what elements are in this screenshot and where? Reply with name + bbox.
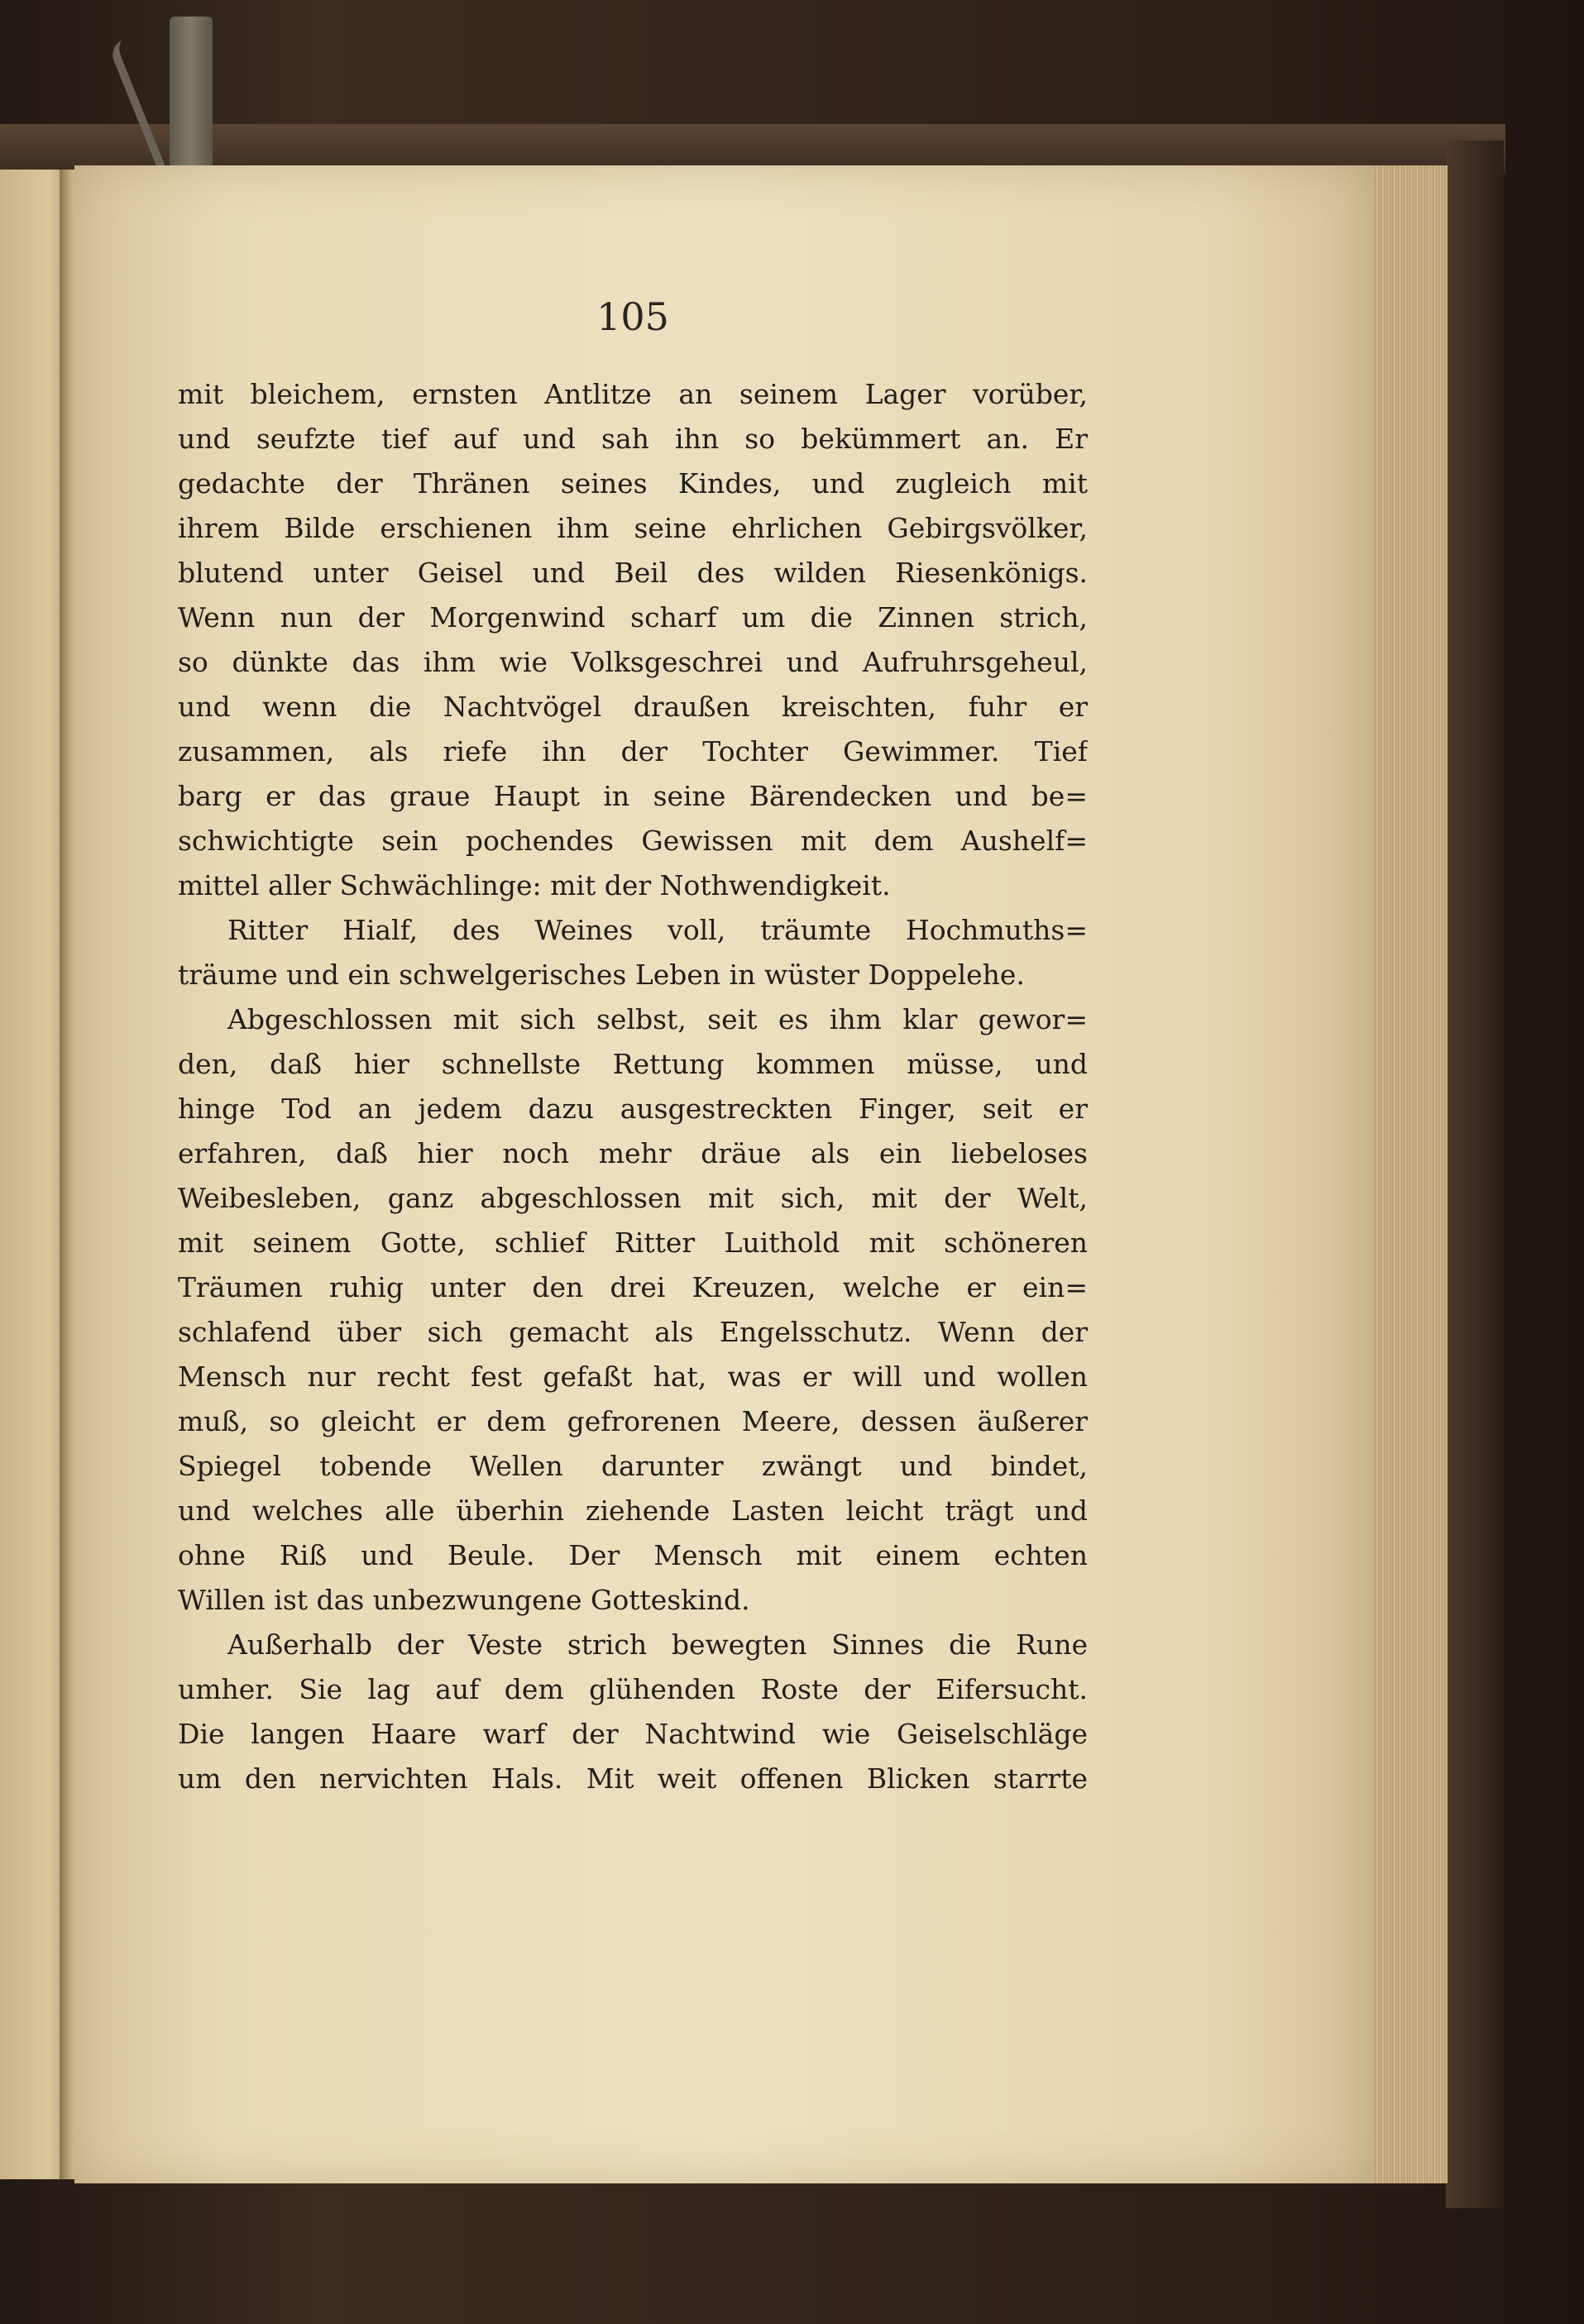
text-line: mit seinem Gotte, schlief Ritter Luithold mit schöneren [178, 1227, 1088, 1259]
text-line: ihrem Bilde erschienen ihm seine ehrlichen Gebirgsvölker, [178, 512, 1088, 544]
text-line: ohne Riß und Beule. Der Mensch mit einem echten [178, 1539, 1088, 1571]
page-body-text [178, 372, 1088, 1801]
text-line: hinge Tod an jedem dazu ausgestreckten Finger, seit er [178, 1093, 1088, 1125]
text-line: erfahren, daß hier noch mehr dräue als ein liebeloses [178, 1137, 1088, 1169]
text-line: Außerhalb der Veste strich bewegten Sinnes die Rune [227, 1628, 1088, 1661]
text-line: umher. Sie lag auf dem glühenden Roste der Eifersucht. [178, 1673, 1088, 1705]
text-line: Träumen ruhig unter den drei Kreuzen, welche er ein= [178, 1271, 1088, 1303]
book-spine [1446, 141, 1504, 2208]
text-line: so dünkte das ihm wie Volksgeschrei und Aufruhrsgeheul, [178, 646, 1088, 678]
text-line: Die langen Haare warf der Nachtwind wie Geiselschläge [178, 1718, 1088, 1750]
page-stack-edges [1373, 165, 1448, 2183]
text-line: gedachte der Thränen seines Kindes, und zugleich mit [178, 467, 1088, 500]
text-line: Mensch nur recht fest gefaßt hat, was er will und wollen [178, 1360, 1088, 1393]
text-line: Willen ist das unbezwungene Gotteskind. [178, 1584, 750, 1616]
text-line: Wenn nun der Morgenwind scharf um die Zinnen strich, [178, 601, 1088, 634]
text-line: mit bleichem, ernsten Antlitze an seinem Lager vorüber, [178, 378, 1088, 410]
text-line: schwichtigte sein pochendes Gewissen mit dem Aushelf= [178, 825, 1088, 857]
text-line: muß, so gleicht er dem gefrorenen Meere, dessen äußerer [178, 1405, 1088, 1437]
text-line: den, daß hier schnellste Rettung kommen müsse, und [178, 1048, 1088, 1080]
text-line: Abgeschlossen mit sich selbst, seit es ihm klar gewor= [227, 1003, 1088, 1035]
text-line: träume und ein schwelgerisches Leben in wüster Doppelehe. [178, 959, 1025, 991]
text-line: Ritter Hialf, des Weines voll, träumte Hochmuths= [227, 914, 1088, 946]
text-line: und wenn die Nachtvögel draußen kreischten, fuhr er [178, 691, 1088, 723]
text-line: und seufzte tief auf und sah ihn so bekümmert an. Er [178, 423, 1088, 455]
text-line: zusammen, als riefe ihn der Tochter Gewimmer. Tief [178, 735, 1088, 767]
text-line: Spiegel tobende Wellen darunter zwängt und bindet, [178, 1450, 1088, 1482]
text-line: Weibesleben, ganz abgeschlossen mit sich, mit der Welt, [178, 1182, 1088, 1214]
text-line: barg er das graue Haupt in seine Bärendecken und be= [178, 780, 1088, 812]
page-number: 105 [596, 294, 669, 339]
text-line: um den nervichten Hals. Mit weit offenen Blicken starrte [178, 1762, 1088, 1795]
text-line: blutend unter Geisel und Beil des wilden Riesenkönigs. [178, 557, 1088, 589]
text-line: und welches alle überhin ziehende Lasten leicht trägt und [178, 1494, 1088, 1527]
text-line: schlafend über sich gemacht als Engelsschutz. Wenn der [178, 1316, 1088, 1348]
text-line: mittel aller Schwächlinge: mit der Nothwendigkeit. [178, 869, 891, 901]
